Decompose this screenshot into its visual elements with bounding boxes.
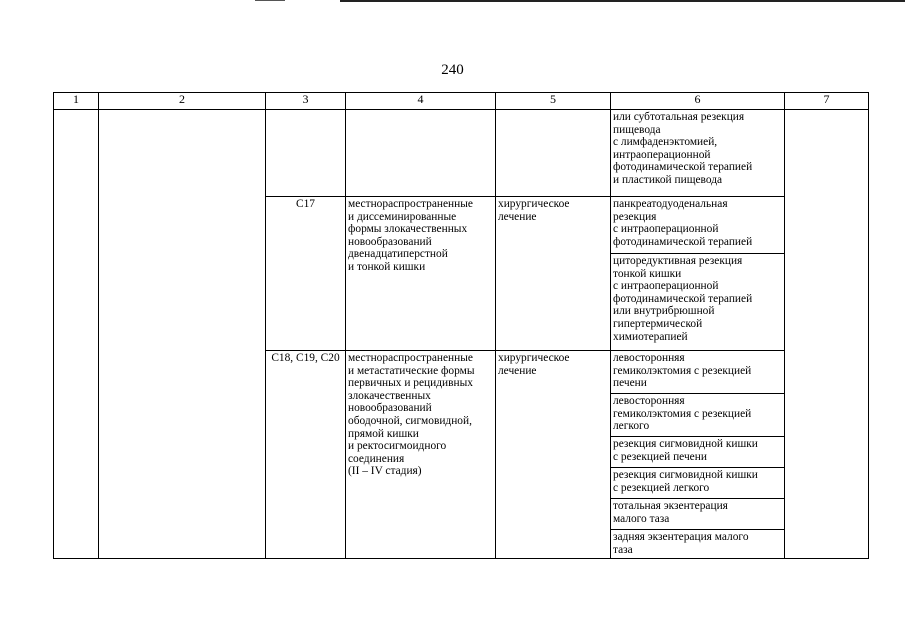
col2-cell [99,110,266,559]
col1-cell [54,110,99,559]
treatment-cell: хирургическое лечение [496,197,611,351]
icd-code: C18, C19, C20 [266,351,346,559]
table-row [54,110,869,197]
col7-cell [785,110,869,559]
method-cell: резекция сигмовидной кишки с резекцией легкого [611,468,785,499]
method-cell: панкреатодуоденальная резекция с интраоперационной фотодинамической терапией [611,197,785,254]
method-cell: левосторонняя гемиколэктомия с резекцией легкого [611,394,785,437]
diagnosis-cell: местнораспространенные и метастатические формы первичных и рецидивных злокачественных новообразований ободочной, сигмовидной, прямой кишки и ректосигмоидного соединения (II – IV стадия) [346,351,496,559]
method-cell: циторедуктивная резекция тонкой кишки с интраоперационной фотодинамической терапией или внутрибрюшной гипертермической химиотерапией [611,254,785,351]
method-cell: или субтотальная резекция пищевода с лимфаденэктомией, интраоперационной фотодинамической терапией и пластикой пищевода [611,110,785,197]
treatment-cell: хирургическое лечение [496,351,611,559]
diagnosis-cell: местнораспространенные и диссеминированные формы злокачественных новообразований двенадцатиперстной и тонкой кишки [346,197,496,351]
method-cell: левосторонняя гемиколэктомия с резекцией печени [611,351,785,394]
column-number: 5 [496,93,611,110]
column-number: 2 [99,93,266,110]
icd-code: C17 [266,197,346,351]
medical-procedures-table [53,92,869,559]
scan-edge-mark [255,0,285,1]
method-cell: тотальная экзентерация малого таза [611,499,785,530]
page-number: 240 [441,62,464,78]
column-number: 4 [346,93,496,110]
method-cell: резекция сигмовидной кишки с резекцией печени [611,437,785,468]
column-number: 6 [611,93,785,110]
method-cell: задняя экзентерация малого таза [611,530,785,559]
treatment-cell [496,110,611,197]
column-number-row [54,93,869,110]
diagnosis-cell [346,110,496,197]
column-number: 1 [54,93,99,110]
scan-edge-line [340,0,905,2]
code-cell [266,110,346,197]
column-number: 3 [266,93,346,110]
column-number: 7 [785,93,869,110]
